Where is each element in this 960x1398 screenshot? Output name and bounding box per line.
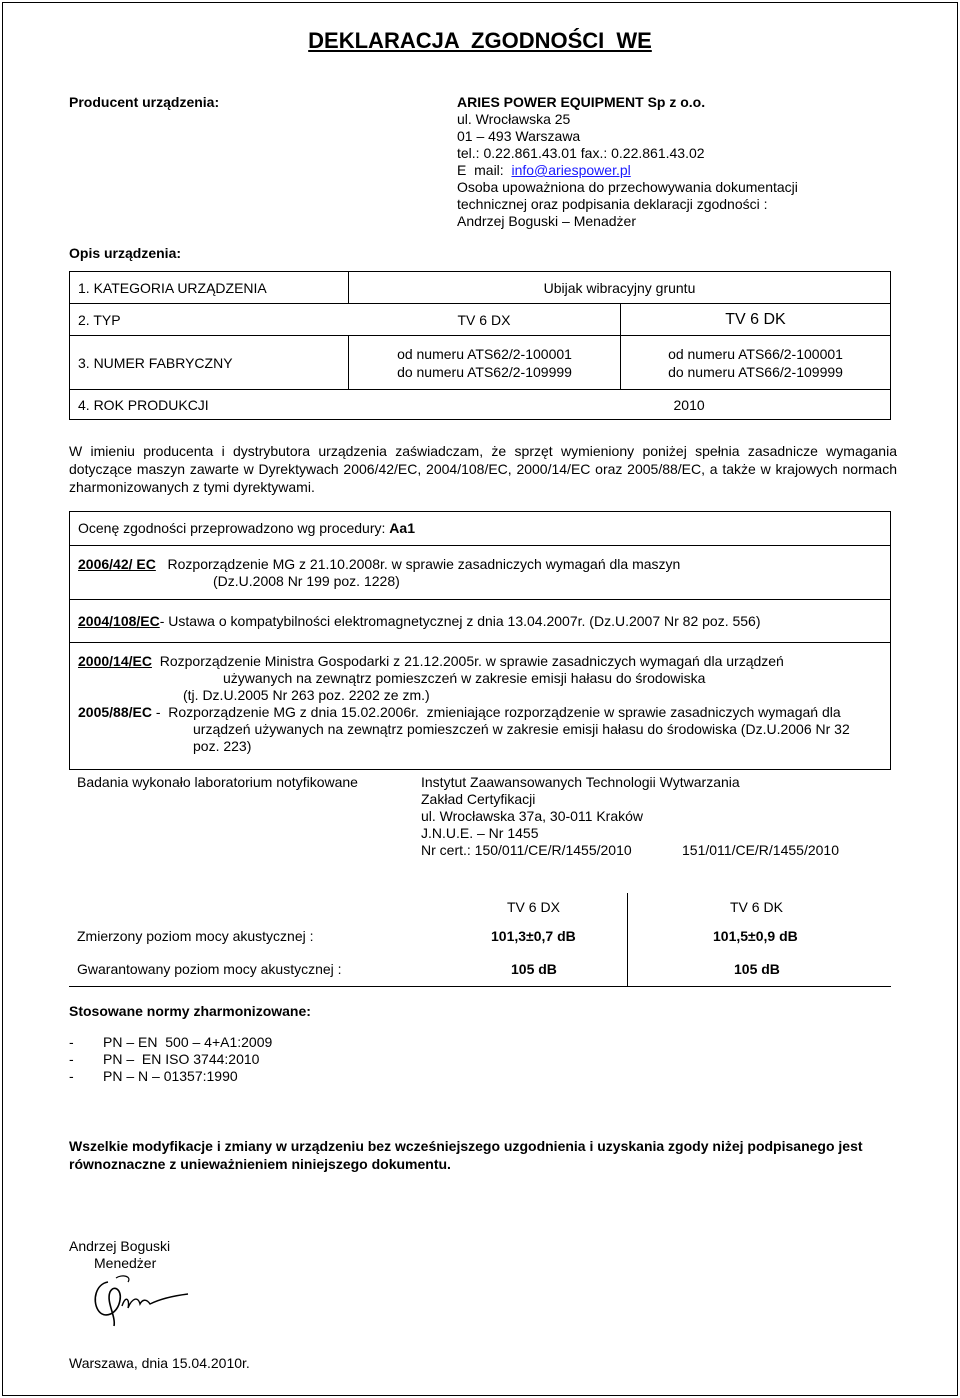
- place-and-date: Warszawa, dnia 15.04.2010r.: [69, 1355, 250, 1371]
- directive-text: (tj. Dz.U.2005 Nr 263 poz. 2202 ze zm.): [183, 687, 430, 703]
- directive-text: (Dz.U.2008 Nr 199 poz. 1228): [213, 573, 400, 589]
- lab-label: Badania wykonało laboratorium notyfikowane: [77, 774, 358, 790]
- document-title: DEKLARACJA ZGODNOŚCI WE: [308, 28, 652, 53]
- producer-block: [457, 94, 798, 230]
- type-dk: TV 6 DK: [621, 304, 891, 336]
- sound-table-divider: [627, 893, 628, 986]
- modification-warning: Wszelkie modyfikacje i zmiany w urządzeniu bez wcześniejszego uzgodnienia i uzyskania zgody niżej podpisanego jest równoznaczne z unieważnieniem niniejszego dokumentu.: [69, 1138, 863, 1172]
- type-label: 2. TYP: [78, 311, 121, 328]
- measured-dk: 101,5±0,9 dB: [713, 928, 798, 944]
- directive-code: 2004/108/EC: [78, 612, 160, 629]
- sound-col-dx: TV 6 DX: [507, 899, 560, 915]
- cert-label: Nr cert.:: [421, 842, 475, 858]
- cert-dk: 151/011/CE/R/1455/2010: [682, 842, 839, 858]
- norm-text: PN – EN 500 – 4+A1:2009: [103, 1034, 273, 1050]
- serial-dk-from: od numeru ATS66/2-100001: [668, 345, 843, 362]
- email-label: E mail:: [457, 162, 512, 178]
- auth-person: Andrzej Boguski – Menadżer: [457, 213, 636, 229]
- directive-2006-42-line1: [78, 556, 882, 573]
- procedure-cell: [70, 512, 891, 546]
- device-specs-table: [69, 271, 891, 420]
- lab-dept: Zakład Certyfikacji: [421, 791, 536, 807]
- serial-dk: [621, 336, 891, 390]
- sound-table-bottom-rule: [69, 986, 891, 987]
- year-label: 4. ROK PRODUKCJI: [78, 396, 209, 413]
- directive-code: 2006/42/ EC: [78, 556, 156, 572]
- serial-dx: [349, 336, 621, 390]
- directive-row-2006-42: [70, 546, 891, 600]
- directive-text: - Rozporządzenie MG z dnia 15.02.2006r. zmieniające rozporządzenie w sprawie zasadniczych wymagań dla: [151, 704, 841, 720]
- producer-label: Producent urządzenia:: [69, 94, 220, 110]
- measured-label: Zmierzony poziom mocy akustycznej :: [77, 928, 314, 944]
- lab-jnue: J.N.U.E. – Nr 1455: [421, 825, 539, 841]
- serial-dx-from: od numeru ATS62/2-100001: [397, 345, 572, 362]
- lab-street: ul. Wrocławska 37a, 30-011 Kraków: [421, 808, 644, 824]
- sound-col-dk: TV 6 DK: [730, 899, 783, 915]
- category-label: 1. KATEGORIA URZĄDZENIA: [70, 272, 349, 304]
- directive-2004-108: [70, 600, 891, 643]
- directive-code: 2005/88/EC: [78, 704, 152, 720]
- guaranteed-dk: 105 dB: [734, 961, 780, 977]
- norms-list: [69, 1034, 272, 1085]
- company-street: ul. Wrocławska 25: [457, 111, 571, 127]
- directive-text: używanych na zewnątrz pomieszczeń w zakresie emisji hałasu do środowiska: [223, 670, 706, 686]
- procedure-value: Aa1: [389, 520, 415, 536]
- company-city: 01 – 493 Warszawa: [457, 128, 581, 144]
- procedure-row: [70, 512, 891, 546]
- directive-2000-14-cell: [70, 643, 891, 770]
- handwritten-signature: [88, 1270, 198, 1330]
- device-label: Opis urządzenia:: [69, 245, 182, 261]
- lab-block: [421, 774, 839, 859]
- year-cell: [70, 390, 891, 420]
- year-value: 2010: [673, 396, 705, 413]
- directive-2006-42: [70, 546, 891, 600]
- auth-line-1: Osoba upoważniona do przechowywania dokumentacji: [457, 179, 798, 195]
- directives-table: [69, 511, 891, 770]
- directive-text: Rozporządzenie MG z 21.10.2008r. w sprawie zasadniczych wymagań dla maszyn: [167, 556, 681, 572]
- auth-line-2: technicznej oraz podpisania deklaracji zgodności :: [457, 196, 768, 212]
- procedure-label: Ocenę zgodności przeprowadzono wg procedury:: [78, 520, 390, 536]
- email-link[interactable]: info@ariespower.pl: [511, 162, 631, 178]
- norm-text: PN – EN ISO 3744:2010: [103, 1051, 260, 1067]
- directive-text: - Ustawa o kompatybilności elektromagnetycznej z dnia 13.04.2007r. (Dz.U.2007 Nr 82 poz. 556): [159, 612, 761, 629]
- serial-dx-to: do numeru ATS62/2-109999: [397, 363, 572, 380]
- list-item: - PN – EN 500 – 4+A1:2009: [69, 1034, 273, 1050]
- spec-row-year: [70, 390, 891, 420]
- measured-dx: 101,3±0,7 dB: [491, 928, 576, 944]
- type-cell: [70, 304, 621, 336]
- directive-text: poz. 223): [193, 738, 252, 754]
- lab-cert-line: [421, 842, 839, 859]
- guaranteed-dx: 105 dB: [511, 961, 557, 977]
- signatory-name: Andrzej Boguski: [69, 1238, 171, 1254]
- list-item: - PN – EN ISO 3744:2010: [69, 1051, 260, 1067]
- directive-row-2000-14: [70, 643, 891, 770]
- directive-2000-14-line1: [78, 653, 882, 670]
- signatory-role: Menedżer: [94, 1255, 157, 1271]
- spec-row-serial: [70, 336, 891, 390]
- category-value: Ubijak wibracyjny gruntu: [349, 272, 891, 304]
- spec-row-category: [70, 272, 891, 304]
- list-item: - PN – N – 01357:1990: [69, 1068, 238, 1084]
- company-phone: tel.: 0.22.861.43.01 fax.: 0.22.861.43.02: [457, 145, 705, 161]
- spec-row-type: [70, 304, 891, 336]
- company-name: ARIES POWER EQUIPMENT Sp z o.o.: [457, 94, 706, 110]
- lab-name: Instytut Zaawansowanych Technologii Wytwarzania: [421, 774, 740, 790]
- directive-row-2004-108: [70, 600, 891, 643]
- serial-dk-to: do numeru ATS66/2-109999: [668, 363, 843, 380]
- cert-dx: 150/011/CE/R/1455/2010: [474, 842, 632, 858]
- norm-text: PN – N – 01357:1990: [103, 1068, 238, 1084]
- serial-label: 3. NUMER FABRYCZNY: [70, 336, 349, 390]
- directive-code: 2000/14/EC: [78, 653, 152, 669]
- company-email-line: [457, 162, 798, 179]
- guaranteed-label: Gwarantowany poziom mocy akustycznej :: [77, 961, 342, 977]
- conformity-statement: W imieniu producenta i dystrybutora urządzenia zaświadczam, że sprzęt wymieniony poniżej spełnia zasadnicze wymagania dotyczące maszyn zawarte w Dyrektywach 2006/42/EC, 2004/108/EC, 2000/14/EC oraz 2005/88/EC, a także w krajowych normach zharmonizowanych z tymi dyrektywami.: [69, 443, 897, 495]
- directive-text: urządzeń używanych na zewnątrz pomieszczeń w zakresie emisji hałasu do środowiska (Dz.U.2006 Nr 32: [193, 721, 850, 737]
- type-dx: TV 6 DX: [457, 311, 511, 328]
- norms-heading: Stosowane normy zharmonizowane:: [69, 1003, 311, 1019]
- directive-text: Rozporządzenie Ministra Gospodarki z 21.12.2005r. w sprawie zasadniczych wymagań dla urządzeń: [159, 653, 784, 669]
- directive-2005-88-line1: [78, 704, 882, 721]
